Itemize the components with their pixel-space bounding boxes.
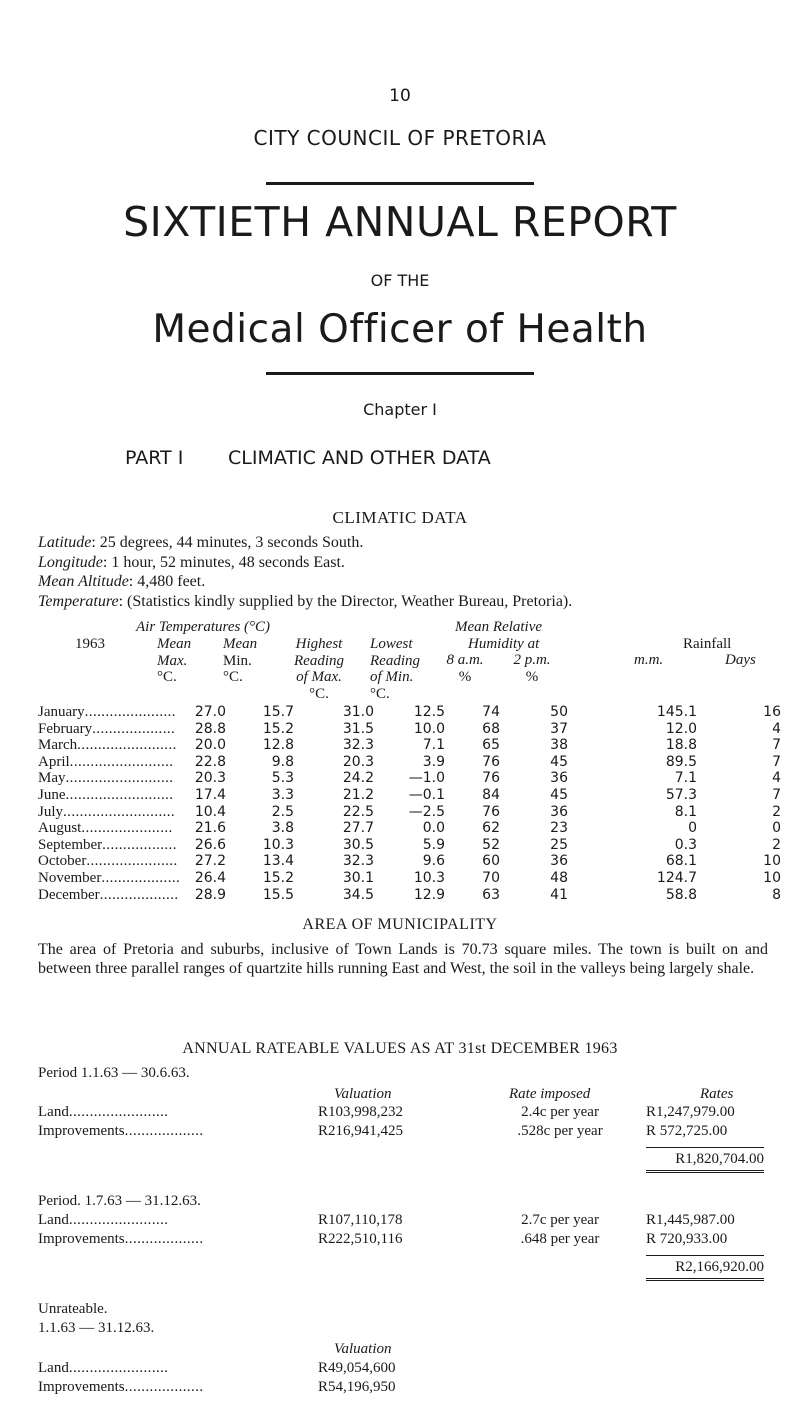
- period2-label: Period. 1.7.63 — 31.12.63.: [38, 1193, 201, 1209]
- valuation-value: R216,941,425: [318, 1123, 404, 1139]
- fact-label: Temperature: [38, 592, 119, 610]
- header-line: Max.: [157, 652, 188, 669]
- cell-min: 12.8: [262, 737, 294, 754]
- period1-total: R1,820,704.00: [675, 1151, 764, 1167]
- row-name: Improvements: [38, 1231, 125, 1247]
- header-line: Lowest: [370, 636, 413, 652]
- leader-dots: ........................: [68, 1360, 169, 1376]
- month-name: September: [38, 836, 103, 853]
- cell-am: 76: [482, 753, 500, 770]
- cell-high: 22.5: [342, 803, 374, 820]
- cell-max: 17.4: [194, 787, 226, 803]
- row-label: [38, 1104, 168, 1121]
- header-line: Highest: [295, 636, 343, 652]
- cell-days: 10: [763, 870, 781, 886]
- council-name: CITY COUNCIL OF PRETORIA: [253, 126, 547, 150]
- leader-dots: ....................: [92, 720, 176, 737]
- leader-dots: ...................: [124, 1123, 204, 1139]
- cell-mm: 12.0: [665, 720, 697, 737]
- table-row: [38, 737, 783, 753]
- cell-max: 28.9: [194, 886, 226, 903]
- cell-pm: 36: [550, 803, 568, 820]
- cell-days: 7: [772, 787, 781, 803]
- period1-label: Period 1.1.63 — 30.6.63.: [38, 1065, 190, 1081]
- col-rates: Rates: [700, 1086, 734, 1102]
- cell-pm: 37: [550, 720, 568, 737]
- cell-high: 34.5: [342, 886, 374, 903]
- month-name: March: [38, 737, 78, 754]
- cell-pm: 45: [550, 753, 568, 770]
- cell-days: 0: [772, 820, 781, 837]
- valuation-value: R103,998,232: [318, 1104, 404, 1120]
- cell-mm: 58.8: [665, 886, 697, 903]
- cell-low: 10.0: [413, 720, 445, 737]
- table-row: [38, 870, 783, 886]
- rateable-heading: ANNUAL RATEABLE VALUES AS AT 31st DECEMBER 1963: [182, 1040, 618, 1057]
- header-line: °C.: [157, 669, 177, 685]
- rate-imposed-value: .528c per year: [517, 1123, 603, 1139]
- header-line: Min.: [223, 652, 252, 669]
- cell-high: 31.0: [342, 704, 374, 720]
- month-name: June: [38, 787, 66, 803]
- leader-dots: ...................: [101, 870, 181, 886]
- fact-label: Longitude: [38, 553, 103, 571]
- row-name: Land: [38, 1360, 69, 1376]
- row-label: [38, 1123, 204, 1140]
- fact-altitude: [38, 572, 572, 592]
- month-label: [38, 737, 177, 753]
- month-name: December: [38, 886, 100, 903]
- cell-high: 32.3: [342, 737, 374, 754]
- cell-max: 26.4: [194, 870, 226, 886]
- cell-low: —2.5: [408, 803, 445, 820]
- valuation-value: R54,196,950: [318, 1379, 396, 1395]
- month-label: [38, 804, 175, 820]
- row-name: Improvements: [38, 1123, 125, 1139]
- cell-mm: 7.1: [674, 770, 697, 787]
- month-name: April: [38, 753, 70, 770]
- cell-high: 32.3: [342, 853, 374, 870]
- cell-pm: 36: [550, 853, 568, 870]
- table-row: [38, 804, 783, 820]
- cell-high: 30.5: [342, 836, 374, 853]
- total-double-line-2: [646, 1280, 764, 1281]
- fact-label: Latitude: [38, 534, 92, 551]
- cell-days: 7: [772, 737, 781, 754]
- month-label: [38, 820, 173, 836]
- total-double-line-1: [646, 1278, 764, 1279]
- rates-value: R 720,933.00: [646, 1231, 728, 1247]
- month-label: [38, 770, 173, 786]
- month-label: [38, 870, 180, 886]
- cell-high: 20.3: [342, 753, 374, 770]
- table-row: [38, 820, 783, 836]
- month-label: [38, 721, 175, 737]
- cell-am: 65: [482, 737, 500, 754]
- cell-max: 27.0: [194, 704, 226, 720]
- leader-dots: ...................: [124, 1379, 204, 1395]
- cell-days: 2: [772, 803, 781, 820]
- header-8am: [433, 652, 497, 686]
- table-row: [38, 704, 783, 720]
- cell-max: 27.2: [194, 853, 226, 870]
- header-highest: [277, 636, 361, 702]
- cell-min: 15.7: [262, 704, 294, 720]
- page-number: 10: [389, 86, 411, 106]
- rate-imposed-value: 2.4c per year: [521, 1104, 599, 1120]
- cell-min: 10.3: [262, 836, 294, 853]
- col-valuation: Valuation: [334, 1086, 392, 1102]
- leader-dots: ..........................: [65, 770, 174, 787]
- leader-dots: ..................: [102, 836, 177, 853]
- cell-low: —1.0: [408, 770, 445, 787]
- header-air-temperatures: Air Temperatures (°C): [136, 619, 271, 635]
- table-row: [38, 754, 783, 770]
- cell-am: 84: [482, 787, 500, 803]
- header-rainfall: Rainfall: [683, 636, 732, 652]
- fact-text: : 25 degrees, 44 minutes, 3 seconds South.: [91, 534, 364, 551]
- row-name: Land: [38, 1212, 69, 1228]
- cell-am: 74: [482, 704, 500, 720]
- month-name: January: [38, 704, 85, 720]
- part-label: PART I: [125, 447, 184, 469]
- cell-am: 60: [482, 853, 500, 870]
- header-line: Mean: [157, 636, 192, 652]
- header-mean-max: [157, 636, 191, 686]
- row-label: [38, 1379, 204, 1396]
- cell-am: 76: [482, 770, 500, 787]
- cell-mm: 8.1: [674, 803, 697, 820]
- cell-min: 9.8: [271, 753, 294, 770]
- cell-days: 16: [763, 704, 781, 720]
- cell-high: 31.5: [342, 720, 374, 737]
- leader-dots: ...................: [124, 1231, 204, 1247]
- report-title: SIXTIETH ANNUAL REPORT: [123, 198, 677, 246]
- cell-low: —0.1: [408, 787, 445, 803]
- row-name: Land: [38, 1104, 69, 1120]
- cell-pm: 38: [550, 737, 568, 754]
- header-line: 2 p.m.: [513, 652, 551, 668]
- header-mean-relative: Mean Relative: [455, 619, 543, 635]
- cell-max: 20.0: [194, 737, 226, 754]
- header-2pm: [500, 652, 564, 686]
- leader-dots: ......................: [86, 853, 178, 870]
- of-the-text: OF THE: [370, 271, 430, 290]
- month-name: November: [38, 870, 102, 886]
- cell-low: 10.3: [413, 870, 445, 886]
- header-line: Reading: [294, 652, 344, 669]
- table-row: [38, 787, 783, 803]
- header-humidity: Humidity at: [468, 636, 540, 652]
- rate-imposed-value: 2.7c per year: [521, 1212, 599, 1228]
- unrateable-period: 1.1.63 — 31.12.63.: [38, 1320, 155, 1336]
- valuation-value: R107,110,178: [318, 1212, 403, 1228]
- report-subtitle: Medical Officer of Health: [152, 307, 648, 352]
- unrateable-label: Unrateable.: [38, 1301, 108, 1317]
- cell-max: 21.6: [194, 820, 226, 837]
- total-double-line-2: [646, 1172, 764, 1173]
- cell-max: 10.4: [194, 803, 226, 820]
- header-line: °C.: [223, 669, 243, 685]
- cell-max: 20.3: [194, 770, 226, 787]
- cell-days: 8: [772, 886, 781, 903]
- cell-am: 63: [482, 886, 500, 903]
- divider-bottom: [266, 372, 534, 375]
- area-paragraph: The area of Pretoria and suburbs, inclusive of Town Lands is 70.73 square miles. The town is built on and between three parallel ranges of quartzite hills running East and West, the soil in the valleys being largely shale.: [38, 941, 768, 977]
- fact-longitude: [38, 553, 572, 573]
- header-lowest: [370, 636, 420, 702]
- month-name: May: [38, 770, 66, 787]
- cell-mm: 0.3: [674, 836, 697, 853]
- header-line: 8 a.m.: [446, 652, 484, 668]
- cell-min: 13.4: [262, 853, 294, 870]
- cell-low: 5.9: [422, 836, 445, 853]
- table-row: [38, 887, 783, 903]
- valuation-value: R49,054,600: [318, 1360, 396, 1376]
- table-row: [38, 837, 783, 853]
- header-mm: m.m.: [634, 652, 664, 668]
- facts-list: [38, 533, 572, 611]
- valuation-value: R222,510,116: [318, 1231, 403, 1247]
- cell-pm: 25: [550, 836, 568, 853]
- row-label: [38, 1360, 168, 1377]
- row-label: [38, 1212, 168, 1229]
- fact-label: Mean Altitude: [38, 573, 129, 591]
- header-year: 1963: [75, 636, 105, 652]
- cell-pm: 41: [550, 886, 568, 903]
- cell-min: 15.5: [262, 886, 294, 903]
- month-name: July: [38, 803, 64, 820]
- month-label: [38, 787, 173, 803]
- cell-am: 52: [482, 836, 500, 853]
- leader-dots: ......................: [81, 820, 173, 837]
- leader-dots: .........................: [69, 753, 174, 770]
- header-line: °C.: [309, 685, 329, 702]
- table-row: [38, 853, 783, 869]
- cell-mm: 0: [688, 820, 697, 837]
- leader-dots: ........................: [68, 1212, 169, 1228]
- rates-value: R 572,725.00: [646, 1123, 728, 1139]
- table-row: [38, 770, 783, 786]
- month-label: [38, 704, 176, 720]
- cell-min: 3.8: [271, 820, 294, 837]
- leader-dots: ......................: [84, 704, 176, 720]
- header-days: Days: [725, 652, 756, 668]
- cell-min: 15.2: [262, 870, 294, 886]
- cell-max: 28.8: [194, 720, 226, 737]
- rates-value: R1,445,987.00: [646, 1212, 735, 1228]
- unrateable-col-valuation: Valuation: [334, 1341, 392, 1357]
- area-heading: AREA OF MUNICIPALITY: [302, 916, 498, 933]
- cell-pm: 45: [550, 787, 568, 803]
- fact-latitude: [38, 533, 572, 553]
- month-name: October: [38, 853, 87, 870]
- total-line: [646, 1255, 764, 1256]
- cell-days: 7: [772, 753, 781, 770]
- col-rate-imposed: Rate imposed: [509, 1086, 591, 1102]
- rates-value: R1,247,979.00: [646, 1104, 735, 1120]
- row-label: [38, 1231, 204, 1248]
- cell-am: 68: [482, 720, 500, 737]
- month-label: [38, 754, 173, 770]
- cell-low: 7.1: [422, 737, 445, 754]
- header-line: of Min.: [370, 669, 414, 685]
- leader-dots: ........................: [68, 1104, 169, 1120]
- period2-total: R2,166,920.00: [675, 1259, 764, 1275]
- total-double-line-1: [646, 1170, 764, 1171]
- header-mean-min: [223, 636, 257, 686]
- cell-low: 9.6: [422, 853, 445, 870]
- cell-am: 62: [482, 820, 500, 837]
- cell-days: 2: [772, 836, 781, 853]
- cell-min: 3.3: [271, 787, 294, 803]
- month-label: [38, 837, 177, 853]
- cell-low: 12.5: [413, 704, 445, 720]
- cell-min: 15.2: [262, 720, 294, 737]
- header-line: Reading: [370, 652, 420, 669]
- cell-days: 4: [772, 720, 781, 737]
- cell-high: 27.7: [342, 820, 374, 837]
- month-name: August: [38, 820, 82, 837]
- cell-min: 5.3: [271, 770, 294, 787]
- leader-dots: ...................: [99, 886, 179, 903]
- cell-low: 12.9: [413, 886, 445, 903]
- cell-mm: 89.5: [665, 753, 697, 770]
- month-label: [38, 853, 178, 869]
- cell-days: 4: [772, 770, 781, 787]
- row-name: Improvements: [38, 1379, 125, 1395]
- leader-dots: ..........................: [65, 787, 174, 803]
- cell-high: 21.2: [342, 787, 374, 803]
- header-line: °C.: [370, 685, 390, 702]
- cell-pm: 23: [550, 820, 568, 837]
- divider-top: [266, 182, 534, 185]
- fact-text: : 4,480 feet.: [128, 573, 206, 591]
- cell-low: 0.0: [422, 820, 445, 837]
- cell-pm: 36: [550, 770, 568, 787]
- header-line: of Max.: [296, 669, 342, 685]
- cell-am: 70: [482, 870, 500, 886]
- cell-am: 76: [482, 803, 500, 820]
- cell-low: 3.9: [422, 753, 445, 770]
- chapter-label: Chapter I: [363, 400, 437, 419]
- cell-mm: 145.1: [656, 704, 697, 720]
- header-line: %: [525, 669, 539, 685]
- month-name: February: [38, 720, 93, 737]
- leader-dots: ...........................: [63, 803, 176, 820]
- cell-mm: 124.7: [656, 870, 697, 886]
- climatic-heading: CLIMATIC DATA: [332, 508, 468, 527]
- cell-mm: 57.3: [665, 787, 697, 803]
- header-line: Mean: [223, 636, 258, 652]
- table-row: [38, 721, 783, 737]
- month-label: [38, 887, 179, 903]
- cell-min: 2.5: [271, 803, 294, 820]
- rate-imposed-value: .648 per year: [520, 1231, 600, 1247]
- cell-pm: 48: [550, 870, 568, 886]
- fact-text: : (Statistics kindly supplied by the Director, Weather Bureau, Pretoria).: [118, 592, 573, 610]
- cell-max: 22.8: [194, 753, 226, 770]
- cell-mm: 18.8: [665, 737, 697, 754]
- cell-high: 24.2: [342, 770, 374, 787]
- leader-dots: ........................: [77, 737, 177, 754]
- total-line: [646, 1147, 764, 1148]
- header-line: %: [458, 669, 472, 685]
- cell-mm: 68.1: [665, 853, 697, 870]
- cell-max: 26.6: [194, 836, 226, 853]
- part-title: CLIMATIC AND OTHER DATA: [228, 447, 491, 469]
- cell-pm: 50: [550, 704, 568, 720]
- cell-high: 30.1: [342, 870, 374, 886]
- fact-text: : 1 hour, 52 minutes, 48 seconds East.: [102, 553, 345, 571]
- fact-temperature: [38, 592, 572, 612]
- cell-days: 10: [763, 853, 781, 870]
